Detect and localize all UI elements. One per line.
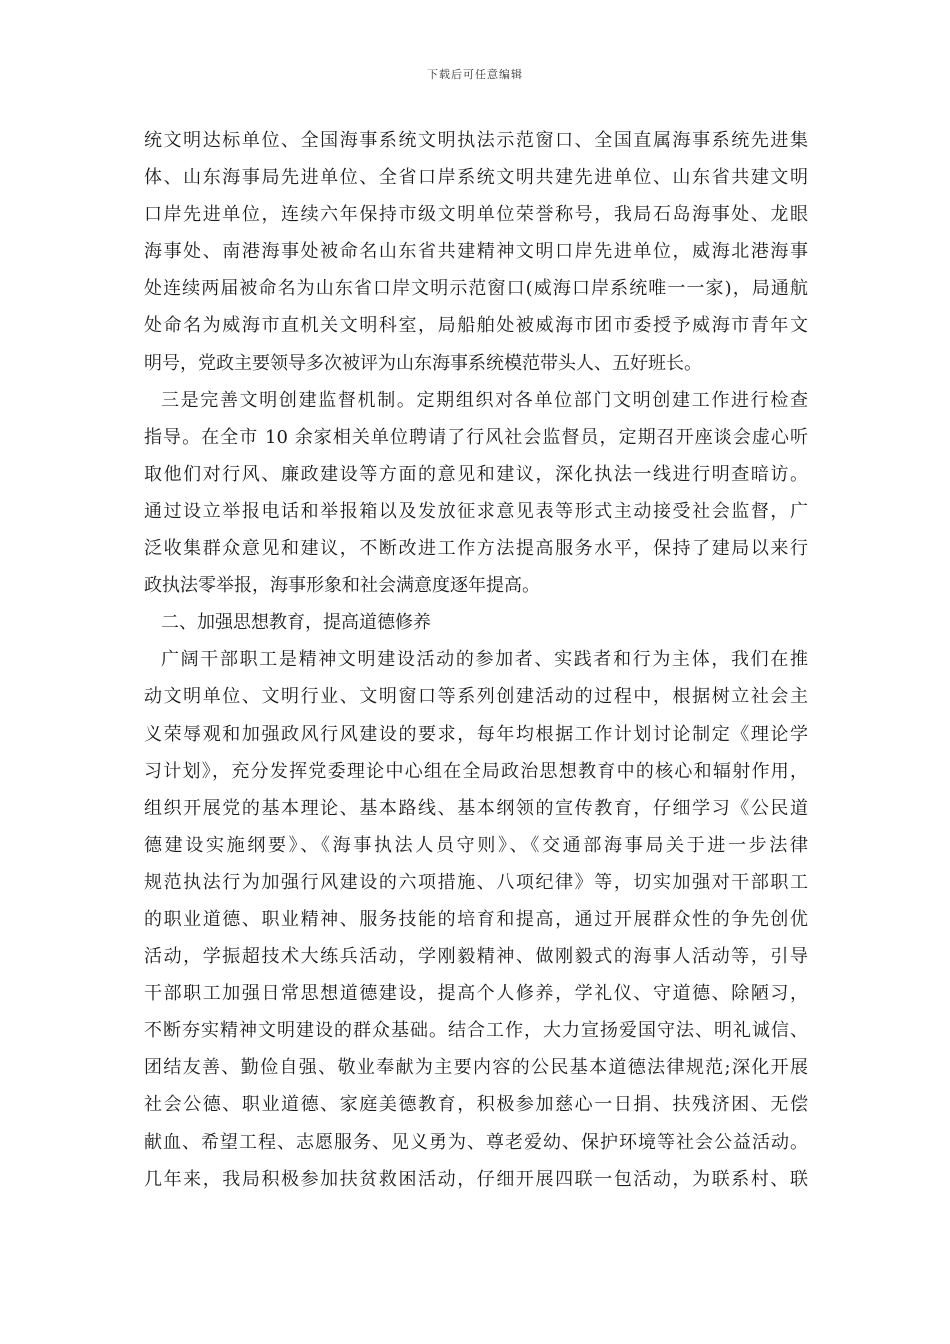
text-line: 的职业道德、职业精神、服务技能的培育和提高，通过开展群众性的争先创优 <box>144 908 808 930</box>
text-line: 广阔干部职工是精神文明建设活动的参加者、实践者和行为主体，我们在推 <box>161 649 808 671</box>
text-line: 政执法零举报，海事形象和社会满意度逐年提高。 <box>144 575 540 597</box>
text-line: 统文明达标单位、全国海事系统文明执法示范窗口、全国直属海事系统先进集 <box>144 130 808 151</box>
text-line: 不断夯实精神文明建设的群众基础。结合工作，大力宣扬爱国守法、明礼诚信、 <box>144 1020 808 1042</box>
text-line: 习计划》，充分发挥党委理论中心组在全局政治思想教育中的核心和辐射作用， <box>144 760 808 782</box>
text-line: 取他们对行风、廉政建设等方面的意见和建议，深化执法一线进行明查暗访。 <box>144 463 808 485</box>
text-line: 活动，学振超技术大练兵活动，学刚毅精神、做刚毅式的海事人活动等，引导 <box>144 946 808 968</box>
text-line: 处命名为威海市直机关文明科室，局船舶处被威海市团市委授予威海市青年文 <box>144 315 808 337</box>
document-body <box>144 122 808 1198</box>
text-line: 干部职工加强日常思想道德建设，提高个人修养，学礼仪、守道德、除陋习， <box>144 983 808 1005</box>
text-line: 规范执法行为加强行风建设的六项措施、八项纪律》等，切实加强对干部职工 <box>144 871 808 893</box>
text-line: 明号，党政主要领导多次被评为山东海事系统模范带头人、五好班长。 <box>144 352 702 374</box>
text-line: 几年来，我局积极参加扶贫救困活动，仔细开展四联一包活动，为联系村、联 <box>144 1168 808 1190</box>
text-line: 指导。在全市 10 余家相关单位聘请了行风社会监督员，定期召开座谈会虚心听 <box>144 426 808 448</box>
text-line: 泛收集群众意见和建议，不断改进工作方法提高服务水平，保持了建局以来行 <box>144 538 808 560</box>
header-note: 下载后可任意编辑 <box>427 68 523 81</box>
text-line: 社会公德、职业道德、家庭美德教育，积极参加慈心一日捐、扶残济困、无偿 <box>144 1094 808 1116</box>
text-line: 献血、希望工程、志愿服务、见义勇为、尊老爱幼、保护环境等社会公益活动。 <box>144 1131 808 1153</box>
text-line: 体、山东海事局先进单位、全省口岸系统文明共建先进单位、山东省共建文明 <box>144 167 808 189</box>
text-line: 德建设实施纲要》、《海事执法人员守则》、《交通部海事局关于进一步法律 <box>144 834 808 856</box>
text-line: 团结友善、勤俭自强、敬业奉献为主要内容的公民基本道德法律规范;深化开展 <box>144 1057 808 1079</box>
text-line: 海事处、南港海事处被命名山东省共建精神文明口岸先进单位，威海北港海事 <box>144 241 808 263</box>
text-line: 三是完善文明创建监督机制。定期组织对各单位部门文明创建工作进行检查 <box>161 389 808 411</box>
text-line: 组织开展党的基本理论、基本路线、基本纲领的宣传教育，仔细学习《公民道 <box>144 797 808 819</box>
text-line: 二、加强思想教育，提高道德修养 <box>161 612 431 634</box>
text-line: 义荣辱观和加强政风行风建设的要求，每年均根据工作计划讨论制定《理论学 <box>144 723 808 745</box>
text-line: 动文明单位、文明行业、文明窗口等系列创建活动的过程中，根据树立社会主 <box>144 686 808 708</box>
text-line: 口岸先进单位，连续六年保持市级文明单位荣誉称号，我局石岛海事处、龙眼 <box>144 204 808 226</box>
text-line: 处连续两届被命名为山东省口岸文明示范窗口(威海口岸系统唯一一家)，局通航 <box>144 278 808 300</box>
text-line: 通过设立举报电话和举报箱以及发放征求意见表等形式主动接受社会监督，广 <box>144 500 808 522</box>
